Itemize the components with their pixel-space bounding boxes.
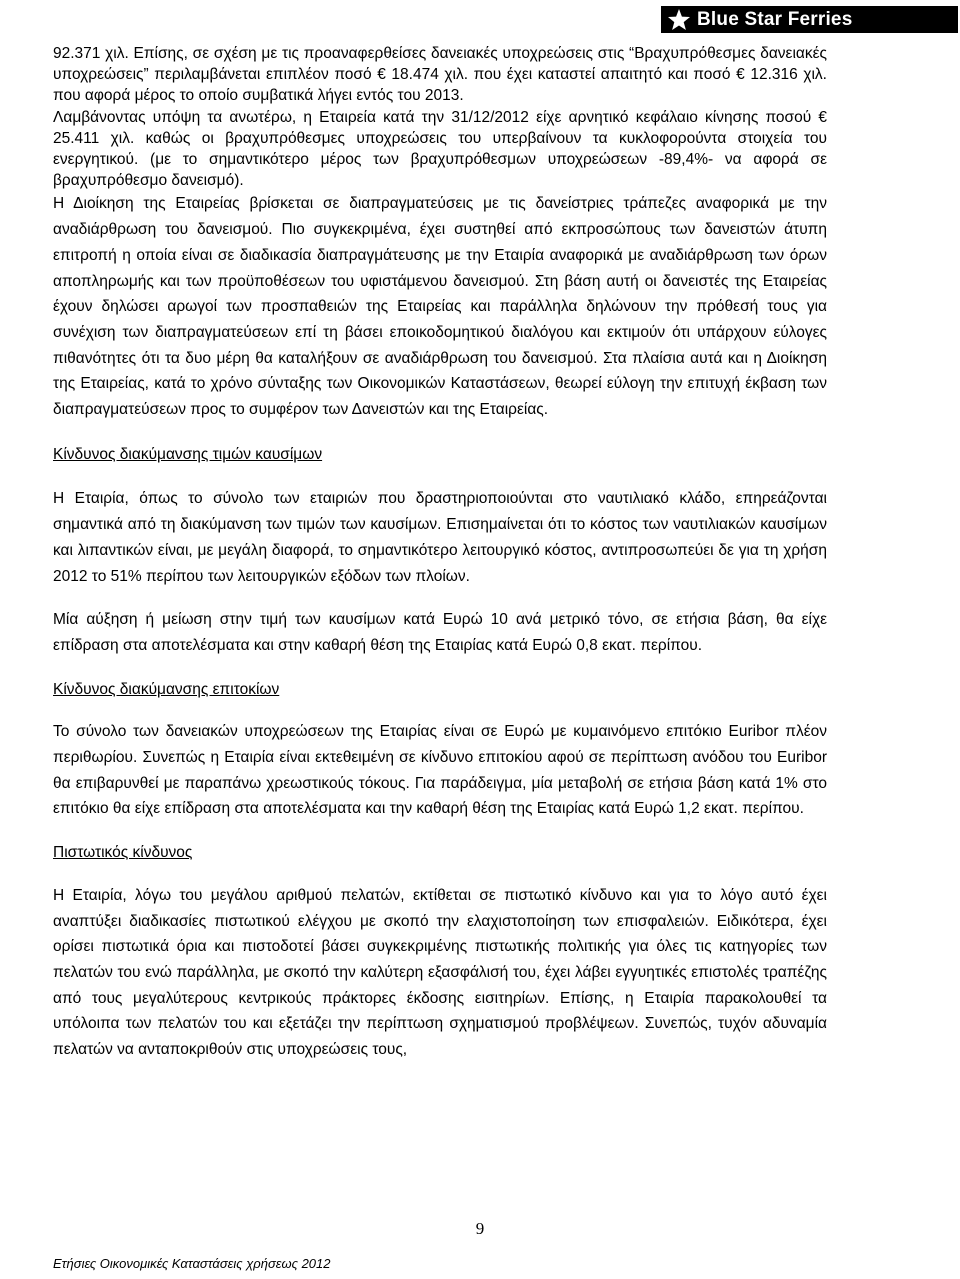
paragraph-management: Η Διοίκηση της Εταιρείας βρίσκεται σε διαπραγματεύσεις με τις δανείστριες τράπεζες αναφορικά με την αναδιάρθρωση του δανεισμού. Πιο συγκεκριμένα, έχει συστηθεί από εκπροσώπους των δανειστών άτυπη επιτροπή η οποία είναι σε διαδικασία διαπραγμάτευσης με την Εταιρία αναφορικά με αναδιάρθρωση των όρων αποπληρωμής και των προϋποθέσεων του υφιστάμενου δανεισμού. Στη βάση αυτή οι δανειστές της Εταιρείας έχουν δηλώσει αρωγοί των προσπαθειών της Εταιρείας και παράλληλα δηλώνουν την πρόθεσή τους για συνέχιση των διαπραγματεύσεων επί τη βάσει εποικοδομητικού διαλόγου και εκτιμούν ότι υπάρχουν εύλογες πιθανότητες ότι τα δυο μέρη θα καταλήξουν σε αναδιάρθρωση του δανεισμού. Στα πλαίσια αυτά και η Διοίκηση της Εταιρείας, κατά το χρόνο σύνταξης των Οικονομικών Καταστάσεων, θεωρεί εύλογη την επιτυχή έκβαση των διαπραγματεύσεων προς το συμφέρον των Δανειστών και της Εταιρείας.: [53, 195, 827, 419]
heading-credit-risk: Πιστωτικός κίνδυνος: [53, 844, 193, 862]
paragraph-fuel-2: Μία αύξηση ή μείωση στην τιμή των καυσίμων κατά Ευρώ 10 ανά μετρικό τόνο, σε ετήσια βάση, θα είχε επίδραση στα αποτελέσματα και στην καθαρή θέση της Εταιρίας κατά Ευρώ 0,8 εκατ. περίπου.: [53, 611, 827, 654]
company-logo: [661, 6, 958, 33]
page-content: [53, 43, 827, 1063]
logo-text: Blue Star Ferries: [697, 8, 853, 30]
paragraph-fuel-1: Η Εταιρία, όπως το σύνολο των εταιριών που δραστηριοποιούνται στο ναυτιλιακό κλάδο, επηρεάζονται σημαντικά από τη διακύμανση των τιμών των καυσίμων. Επισημαίνεται ότι το κόστος των ναυτιλιακών καυσίμων και λιπαντικών είναι, με μεγάλη διαφορά, το σημαντικότερο λειτουργικό κόστος, αντιπροσωπεύει δε για τη χρήση 2012 το 51% περίπου των λειτουργικών εξόδων των πλοίων.: [53, 490, 827, 585]
star-icon: [667, 8, 691, 32]
paragraph-credit: Η Εταιρία, λόγω του μεγάλου αριθμού πελατών, εκτίθεται σε πιστωτικό κίνδυνο και για το λόγο αυτό έχει αναπτύξει διαδικασίες πιστωτικού ελέγχου με σκοπό την ελαχιστοποίηση των επισφαλειών. Ειδικότερα, έχει ορίσει πιστωτικά όρια και πιστοδοτεί βάσει συγκεκριμένης πιστωτικής πολιτικής για όλες τις κατηγορίες των πελατών του ενώ παράλληλα, με σκοπό την καλύτερη εξασφάλισή του, έχει λάβει εγγυητικές επιστολές τραπέζης από τους μεγαλύτερους κεντρικούς πράκτορες έκδοσης εισιτηρίων. Επίσης, η Εταιρία παρακολουθεί τα υπόλοιπα των πελατών του και εξετάζει την περίπτωση σχηματισμού προβλέψεων. Συνεπώς, τυχόν αδυναμία πελατών να ανταποκριθούν στις υποχρεώσεις τους,: [53, 886, 827, 1059]
paragraph-working-capital: Λαμβάνοντας υπόψη τα ανωτέρω, η Εταιρεία κατά την 31/12/2012 είχε αρνητικό κεφάλαιο κίνησης ποσού € 25.411 χιλ. καθώς οι βραχυπρόθεσμες υποχρεώσεις του υπερβαίνουν τα κυκλοφορούντα στοιχεία του ενεργητικού. (με το σημαντικότερο μέρος των βραχυπρόθεσμων υποχρεώσεων -89,4%- να αφορά σε βραχυπρόθεσμο δανεισμό).: [53, 108, 827, 190]
heading-interest-risk: Κίνδυνος διακύμανσης επιτοκίων: [53, 680, 280, 698]
paragraph-interest: Το σύνολο των δανειακών υποχρεώσεων της Εταιρίας είναι σε Ευρώ με κυμαινόμενο επιτόκιο Euribor πλέον περιθωρίου. Συνεπώς η Εταιρία είναι εκτεθειμένη σε κίνδυνο επιτοκίου αφού σε περίπτωση ανόδου του Euribor θα επιβαρυνθεί με παραπάνω χρεωστικούς τόκους. Για παράδειγμα, μία μεταβολή σε ετήσια βάση κατά 1% στο επιτόκιο θα είχε επίδραση στα αποτελέσματα και την καθαρή θέση της Εταιρίας κατά Ευρώ 1,2 εκατ. περίπου.: [53, 723, 827, 818]
page-number: 9: [475, 1219, 485, 1238]
paragraph-intro: 92.371 χιλ. Επίσης, σε σχέση με τις προαναφερθείσες δανειακές υποχρεώσεις στις “Βραχυπρόθεσμες δανειακές υποχρεώσεις” περιλαμβάνεται επιπλέον ποσό € 18.474 χιλ. που έχει καταστεί απαιτητό και ποσό € 12.316 χιλ. που αφορά μέρος το οποίο συμβατικά λήγει εντός του 2013.: [53, 45, 827, 105]
footer-title: Ετήσιες Οικονομικές Καταστάσεις χρήσεως 2012: [53, 1256, 331, 1271]
heading-fuel-risk: Κίνδυνος διακύμανσης τιμών καυσίμων: [53, 445, 323, 463]
